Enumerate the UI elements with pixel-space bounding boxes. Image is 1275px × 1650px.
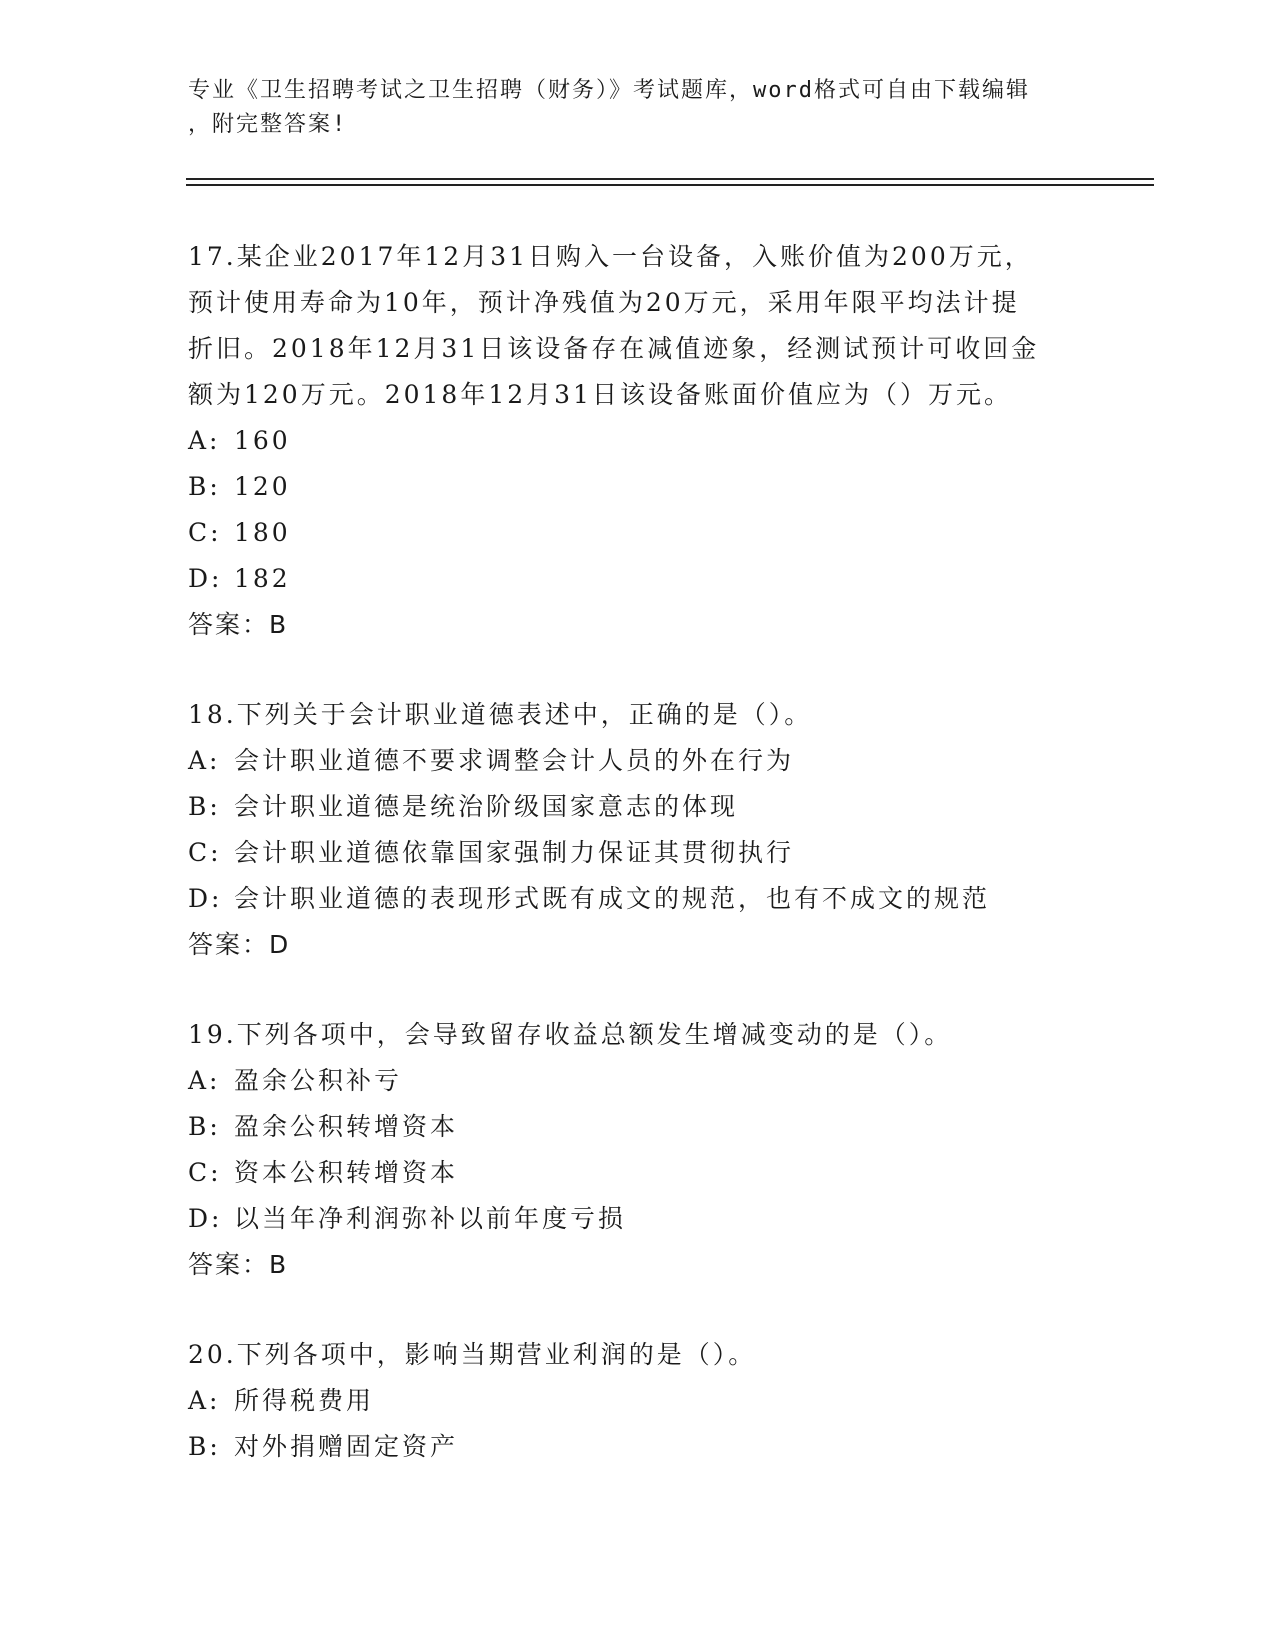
answer-option xyxy=(188,1150,1088,1196)
question-block xyxy=(188,1332,1088,1470)
question-block xyxy=(188,692,1088,968)
question-list xyxy=(188,234,1088,1514)
header-divider-bottom xyxy=(186,184,1154,186)
option-key: D: xyxy=(188,1204,223,1233)
option-key: B: xyxy=(188,472,221,501)
answer-option xyxy=(188,418,1088,464)
answer-option xyxy=(188,830,1088,876)
option-text: 资本公积转增资本 xyxy=(234,1158,459,1187)
question-stem-line: 预计使用寿命为10年，预计净残值为20万元，采用年限平均法计提 xyxy=(188,288,1020,317)
answer-option xyxy=(188,738,1088,784)
option-text: 180 xyxy=(234,518,291,547)
answer-line: 答案：B xyxy=(188,610,289,639)
option-key: C: xyxy=(188,1158,222,1187)
question-stem-line: 19.下列各项中，会导致留存收益总额发生增减变动的是（）。 xyxy=(188,1020,953,1049)
option-key: C: xyxy=(188,838,222,867)
answer-line: 答案：B xyxy=(188,1250,289,1279)
option-key: D: xyxy=(188,884,223,913)
question-block xyxy=(188,234,1088,648)
answer-option xyxy=(188,510,1088,556)
answer-option xyxy=(188,876,1088,922)
option-key: A: xyxy=(188,1066,221,1095)
answer-option xyxy=(188,556,1088,602)
option-text: 会计职业道德的表现形式既有成文的规范，也有不成文的规范 xyxy=(234,884,991,913)
header-divider-top xyxy=(186,178,1154,180)
option-key: A: xyxy=(188,1386,221,1415)
question-stem-line: 额为120万元。2018年12月31日该设备账面价值应为（）万元。 xyxy=(188,380,1012,409)
option-text: 所得税费用 xyxy=(234,1386,375,1415)
question-stem-line: 20.下列各项中，影响当期营业利润的是（）。 xyxy=(188,1340,757,1369)
option-text: 以当年净利润弥补以前年度亏损 xyxy=(234,1204,627,1233)
answer-option xyxy=(188,1378,1088,1424)
option-key: B: xyxy=(188,1112,221,1141)
option-key: B: xyxy=(188,792,221,821)
answer-line: 答案：D xyxy=(188,930,291,959)
answer-option xyxy=(188,464,1088,510)
answer-option xyxy=(188,1196,1088,1242)
header-line-1: 专业《卫生招聘考试之卫生招聘（财务）》考试题库，word格式可自由下载编辑 xyxy=(188,78,1030,103)
question-stem-line: 18.下列关于会计职业道德表述中，正确的是（）。 xyxy=(188,700,813,729)
header-line-2: ，附完整答案! xyxy=(188,112,348,137)
question-stem-line: 折旧。2018年12月31日该设备存在减值迹象，经测试预计可收回金 xyxy=(188,334,1040,363)
option-text: 120 xyxy=(234,472,291,501)
document-header xyxy=(188,74,1088,142)
option-key: C: xyxy=(188,518,222,547)
answer-option xyxy=(188,1424,1088,1470)
option-text: 对外捐赠固定资产 xyxy=(234,1432,459,1461)
option-key: B: xyxy=(188,1432,221,1461)
option-text: 盈余公积补亏 xyxy=(234,1066,403,1095)
option-text: 182 xyxy=(234,564,291,593)
option-key: A: xyxy=(188,746,221,775)
option-text: 会计职业道德不要求调整会计人员的外在行为 xyxy=(234,746,795,775)
answer-option xyxy=(188,1104,1088,1150)
option-text: 会计职业道德依靠国家强制力保证其贯彻执行 xyxy=(234,838,795,867)
option-text: 会计职业道德是统治阶级国家意志的体现 xyxy=(234,792,739,821)
option-text: 盈余公积转增资本 xyxy=(234,1112,459,1141)
option-key: A: xyxy=(188,426,221,455)
question-block xyxy=(188,1012,1088,1288)
option-key: D: xyxy=(188,564,223,593)
answer-option xyxy=(188,784,1088,830)
option-text: 160 xyxy=(234,426,291,455)
question-stem-line: 17.某企业2017年12月31日购入一台设备，入账价值为200万元， xyxy=(188,242,1033,271)
answer-option xyxy=(188,1058,1088,1104)
